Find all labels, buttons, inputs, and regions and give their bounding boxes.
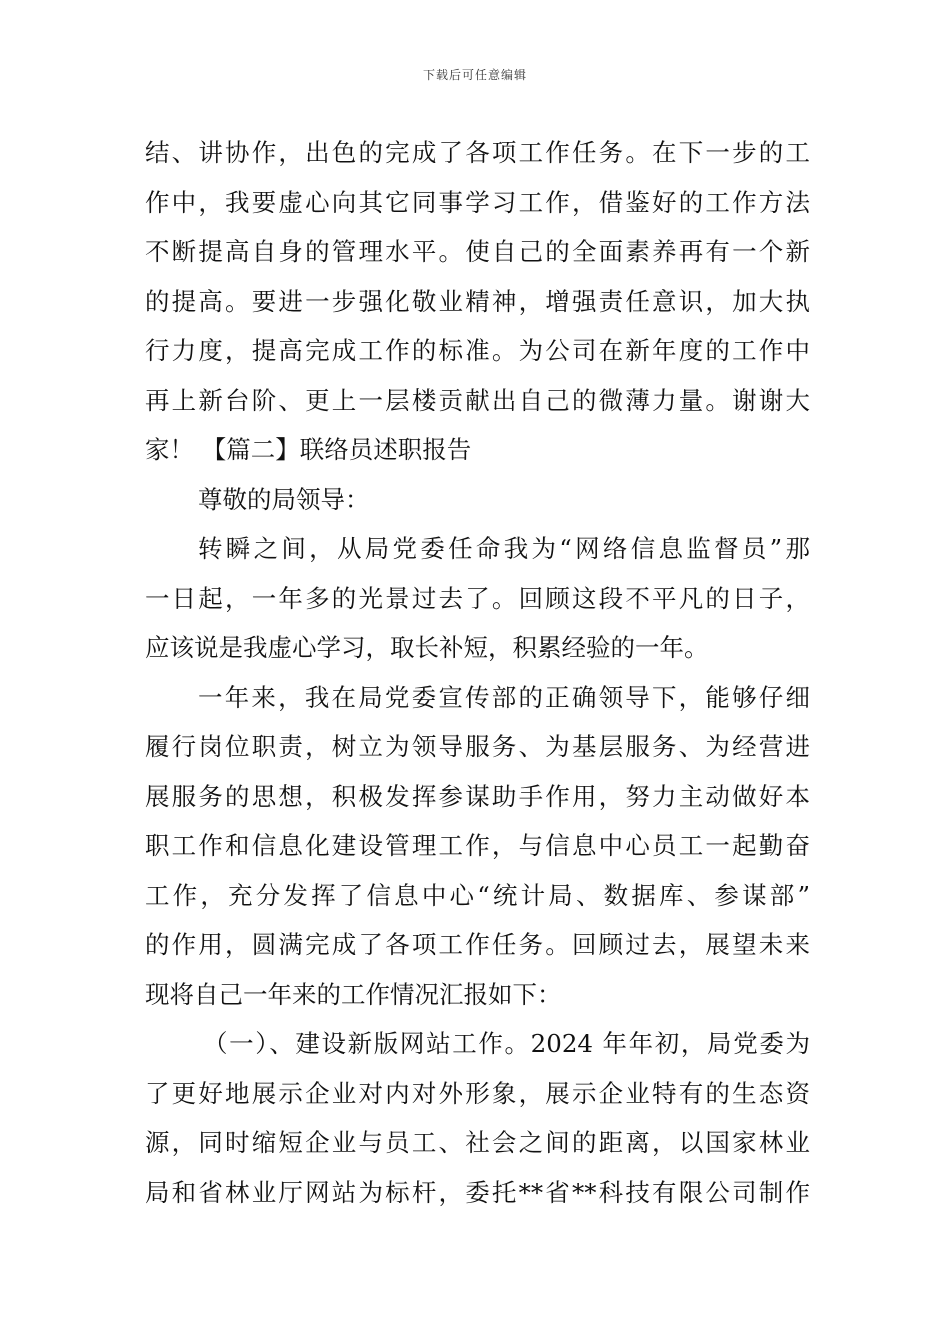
document-line: 转瞬之间，从局党委任命我为“网络信息监督员”那 bbox=[198, 534, 810, 563]
document-line: 再上新台阶、更上一层楼贡献出自己的微薄力量。谢谢大 bbox=[145, 385, 810, 415]
document-line: 的提高。要进一步强化敬业精神，增强责任意识，加大执 bbox=[145, 286, 810, 316]
document-line: 尊敬的局领导： bbox=[198, 484, 370, 514]
document-line: 局和省林业厅网站为标杆，委托**省**科技有限公司制作 bbox=[145, 1177, 810, 1207]
document-line: 应该说是我虚心学习，取长补短，积累经验的一年。 bbox=[145, 633, 709, 662]
document-line: 一日起，一年多的光景过去了。回顾这段不平凡的日子， bbox=[145, 583, 810, 613]
document-line: 源，同时缩短企业与员工、社会之间的距离，以国家林业 bbox=[145, 1128, 810, 1157]
document-line: （一）、建设新版网站工作。2024 年年初，局党委为 bbox=[203, 1029, 810, 1058]
document-line: 职工作和信息化建设管理工作，与信息中心员工一起勤奋 bbox=[145, 831, 810, 860]
document-line: 行力度，提高完成工作的标准。为公司在新年度的工作中 bbox=[145, 336, 810, 365]
document-body bbox=[145, 128, 810, 1217]
page-header-note: 下载后可任意编辑 bbox=[422, 68, 527, 82]
document-line: 一年来，我在局党委宣传部的正确领导下，能够仔细 bbox=[198, 682, 810, 712]
document-line: 履行岗位职责，树立为领导服务、为基层服务、为经营进 bbox=[145, 732, 810, 761]
document-line: 了更好地展示企业对内对外形象，展示企业特有的生态资 bbox=[145, 1078, 810, 1108]
document-line: 结、讲协作，出色的完成了各项工作任务。在下一步的工 bbox=[145, 138, 810, 167]
document-line: 家！ 【篇二】联络员述职报告 bbox=[145, 435, 472, 464]
document-line: 工作，充分发挥了信息中心“统计局、数据库、参谋部” bbox=[145, 880, 810, 910]
document-line: 作中，我要虚心向其它同事学习工作，借鉴好的工作方法 bbox=[145, 187, 810, 217]
document-line: 展服务的思想，积极发挥参谋助手作用，努力主动做好本 bbox=[145, 781, 810, 811]
document-line: 现将自己一年来的工作情况汇报如下： bbox=[145, 979, 562, 1009]
document-line: 不断提高自身的管理水平。使自己的全面素养再有一个新 bbox=[145, 237, 810, 266]
document-line: 的作用，圆满完成了各项工作任务。回顾过去，展望未来 bbox=[145, 930, 810, 959]
